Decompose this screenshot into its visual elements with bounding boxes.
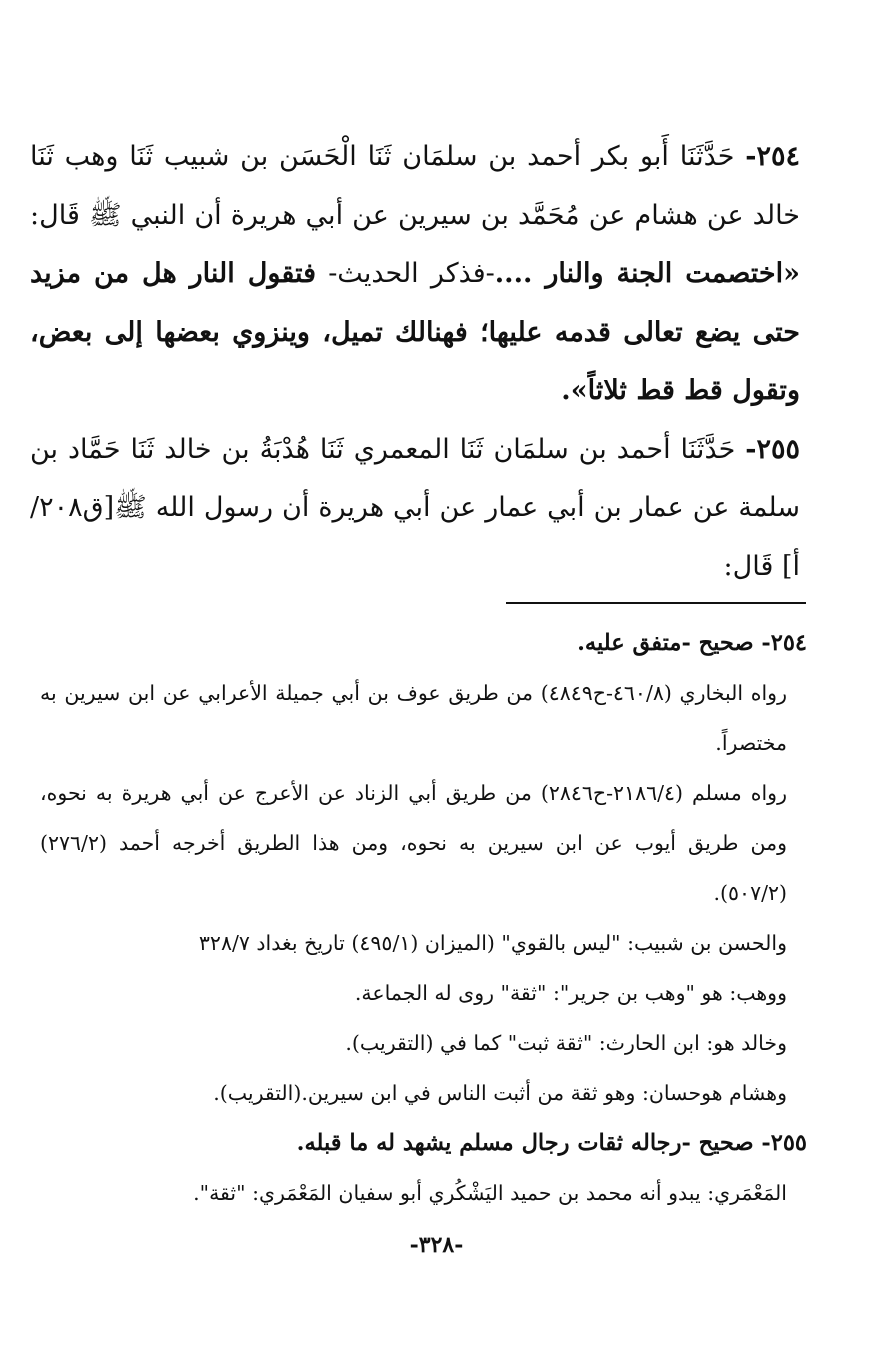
note-254-muslim: رواه مسلم (٢١٨٦/٤-ح٢٨٤٦) من طريق أبي الزناد عن الأعرج عن أبي هريرة به نحوه، ومن طريق أيوب عن ابن سيرين به نحوه، ومن هذا الطريق أخرجه أحمد (٢٧٦/٢) (٥٠٧/٢).	[40, 781, 787, 905]
note-254-khalid: وخالد هو: ابن الحارث: "ثقة ثبت" كما في (التقريب).	[345, 1031, 787, 1055]
note-254-heading: ٢٥٤- صحيح -متفق عليه.	[577, 630, 807, 656]
page-number: -٣٢٨-	[409, 1232, 464, 1258]
hadith-254	[30, 128, 800, 421]
hadith-254-matn-end: فتقول النار هل من مزيد حتى يضع تعالى قدمه عليها؛ فهنالك تميل، وينزوي بعضها إلى بعض، وتقول قط قط ثلاثاً».	[30, 258, 800, 406]
manuscript-folio-ref: [ق٢٠٨/أ]	[30, 492, 800, 582]
footnote-divider	[506, 602, 806, 604]
note-254-wahb: ووهب: هو "وهب بن جرير": "ثقة" روى له الجماعة.	[354, 981, 787, 1005]
hadith-number-255: ٢٥٥-	[745, 433, 800, 465]
footnotes	[30, 618, 815, 1218]
main-text	[30, 128, 800, 596]
hadith-255-end: قَال:	[723, 550, 774, 582]
hadith-number-254: ٢٥٤-	[745, 141, 800, 172]
note-254-hasan: والحسن بن شبيب: "ليس بالقوي" (الميزان (٤٩٥/١) تاريخ بغداد ٣٢٨/٧	[198, 931, 787, 955]
hadith-254-matn-start: «اختصمت الجنة والنار ....	[494, 258, 800, 289]
hadith-255-isnad: حَدَّثَنَا أحمد بن سلمَان ثَنَا المعمري ثَنَا هُدْبَةُ بن خالد ثَنَا حَمَّاد بن سلمة عن عمار بن أبي عمار عن أبي هريرة أن رسول الله ﷺ	[30, 433, 800, 523]
hadith-254-interjection: -فذكر الحديث-	[328, 258, 495, 289]
hadith-255	[30, 421, 800, 597]
note-254-bukhari: رواه البخاري (٤٦٠/٨-ح٤٨٤٩) من طريق عوف بن أبي جميلة الأعرابي عن ابن سيرين به مختصراً.	[40, 681, 787, 755]
note-254-hisham: وهشام هوحسان: وهو ثقة من أثبت الناس في ابن سيرين.(التقريب).	[213, 1081, 787, 1105]
hadith-254-isnad: حَدَّثَنَا أَبو بكر أحمد بن سلمَان ثَنَا الْحَسَن بن شبيب ثَنَا وهب ثَنَا خالد عن هشام عن مُحَمَّد بن سيرين عن أبي هريرة أن النبي ﷺ قَال:	[30, 141, 800, 231]
note-255-mamari: المَعْمَري: يبدو أنه محمد بن حميد اليَشْكُري أبو سفيان المَعْمَري: "ثقة".	[193, 1181, 787, 1205]
note-255-heading: ٢٥٥- صحيح -رجاله ثقات رجال مسلم يشهد له ما قبله.	[296, 1130, 807, 1156]
